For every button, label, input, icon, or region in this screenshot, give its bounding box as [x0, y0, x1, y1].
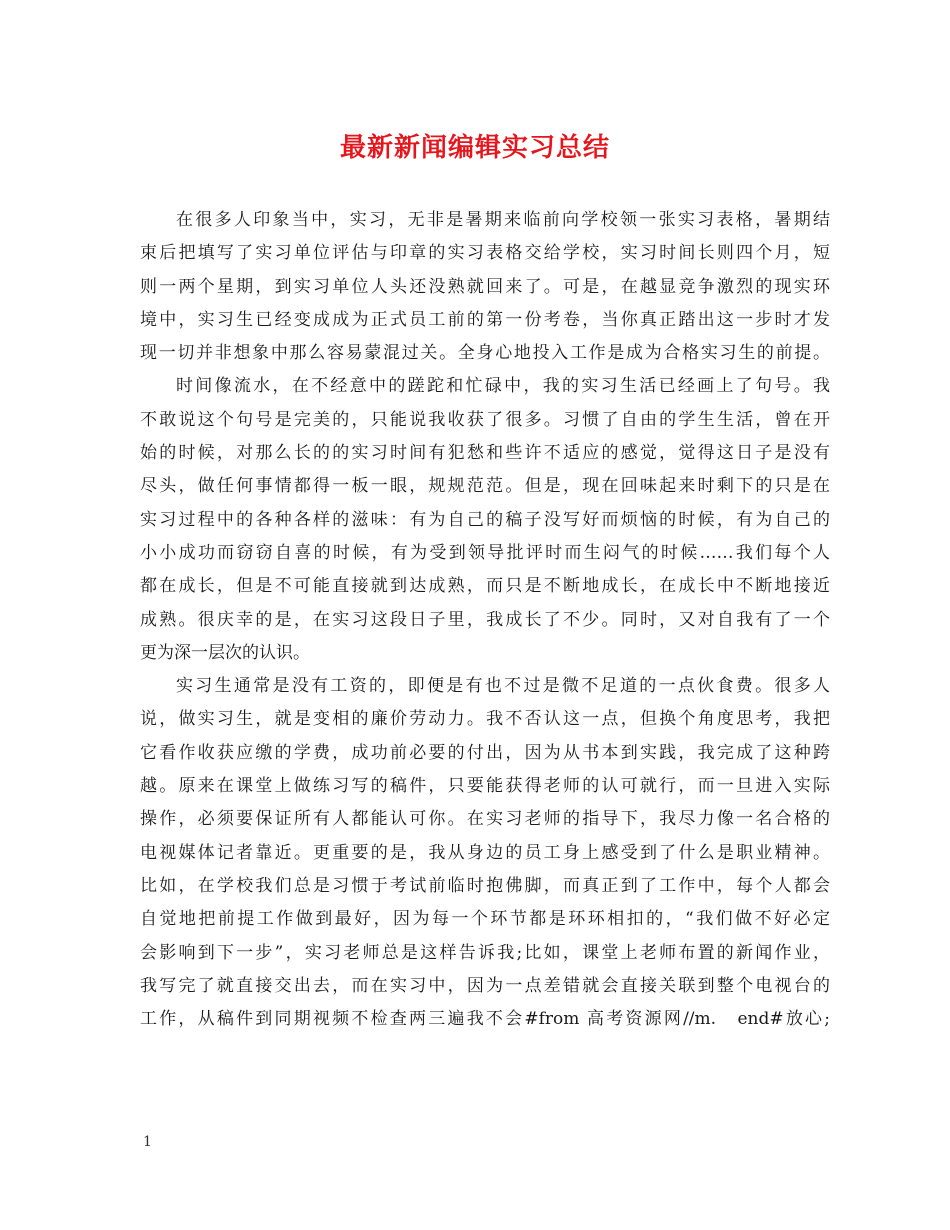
text-line: 尽头，做任何事情都得一板一眼，规规范范。但是，现在回味起来时剩下的只是在 — [140, 476, 830, 497]
text-line: 我写完了就直接交出去，而在实习中，因为一点差错就会直接关联到整个电视台的 — [140, 975, 830, 996]
text-line: 实习生通常是没有工资的，即便是有也不过是微不足道的一点伙食费。很多人 — [176, 676, 830, 697]
text-line: 束后把填写了实习单位评估与印章的实习表格交给学校，实习时间长则四个月，短 — [140, 243, 830, 264]
text-line: 则一两个星期，到实习单位人头还没熟就回来了。可是，在越显竞争激烈的现实环 — [140, 276, 830, 297]
text-line: 说，做实习生，就是变相的廉价劳动力。我不否认这一点，但换个角度思考，我把 — [140, 709, 830, 730]
text-line: 境中，实习生已经变成成为正式员工前的第一份考卷，当你真正踏出这一步时才发 — [140, 309, 830, 330]
text-line: 现一切并非想象中那么容易蒙混过关。全身心地投入工作是成为合格实习生的前提。 — [140, 343, 830, 364]
text-line: 在很多人印象当中，实习，无非是暑期来临前向学校领一张实习表格，暑期结 — [176, 210, 830, 230]
text-line: 操作，必须要保证所有人都能认可你。在实习老师的指导下，我尽力像一名合格的 — [140, 809, 830, 830]
page-number: 1 — [143, 1134, 152, 1150]
text-line: 电视媒体记者靠近。更重要的是，我从身边的员工身上感受到了什么是职业精神。 — [140, 842, 830, 863]
text-line: 比如，在学校我们总是习惯于考试前临时抱佛脚，而真正到了工作中，每个人都会 — [140, 875, 830, 896]
document-title: 最新新闻编辑实习总结 — [339, 133, 610, 163]
text-line: 实习过程中的各种各样的滋味：有为自己的稿子没写好而烦恼的时候，有为自己的 — [140, 509, 830, 530]
text-line: 不敢说这个句号是完美的，只能说我收获了很多。习惯了自由的学生生活，曾在开 — [140, 409, 830, 430]
text-line: 成熟。很庆幸的是，在实习这段日子里，我成长了不少。同时，又对自我有了一个 — [140, 609, 830, 630]
text-line: 小小成功而窃窃自喜的时候，有为受到领导批评时而生闷气的时候……我们每个人 — [140, 542, 830, 563]
text-line: 工作，从稿件到同期视频不检查两三遍我不会#from 高考资源网//m. end#放心; — [140, 1009, 830, 1030]
text-line: 越。原来在课堂上做练习写的稿件，只要能获得老师的认可就行，而一旦进入实际 — [140, 776, 830, 797]
text-line: 会影响到下一步”，实习老师总是这样告诉我;比如，课堂上老师布置的新闻作业， — [140, 942, 830, 963]
document-body — [140, 204, 830, 1036]
text-line: 始的时候，对那么长的的实习时间有犯愁和些许不适应的感觉，觉得这日子是没有 — [140, 443, 830, 464]
text-line: 更为深一层次的认识。 — [140, 642, 310, 663]
text-line: 它看作收获应缴的学费，成功前必要的付出，因为从书本到实践，我完成了这种跨 — [140, 742, 830, 763]
text-line: 时间像流水，在不经意中的蹉跎和忙碌中，我的实习生活已经画上了句号。我 — [176, 376, 830, 397]
text-line: 自觉地把前提工作做到最好，因为每一个环节都是环环相扣的，“我们做不好必定 — [140, 909, 830, 930]
text-line: 都在成长，但是不可能直接就到达成熟，而只是不断地成长，在成长中不断地接近 — [140, 576, 830, 597]
